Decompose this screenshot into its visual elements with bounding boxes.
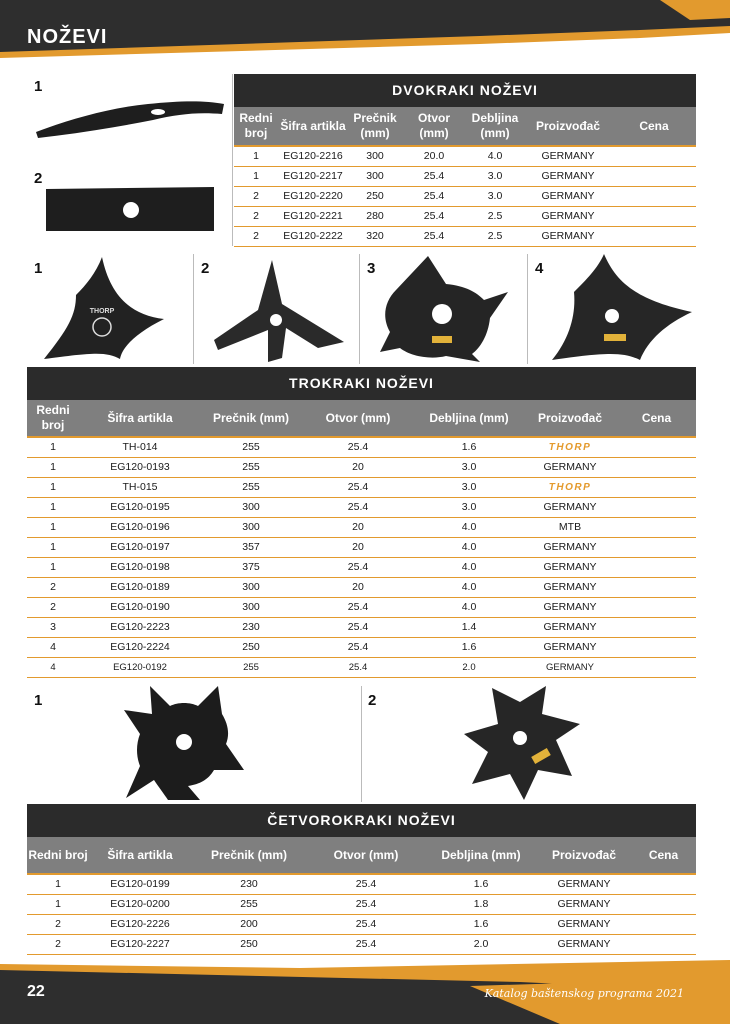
cell	[617, 437, 696, 457]
cell: MTB	[523, 517, 617, 537]
cetvorokraki-blade-image-1	[122, 684, 246, 802]
cell: EG120-2217	[278, 166, 348, 186]
cell	[631, 914, 696, 934]
cell: TH-015	[79, 477, 201, 497]
cell: 300	[201, 497, 301, 517]
col-precnik: Prečnik (mm)	[348, 107, 402, 146]
cell: EG120-2222	[278, 226, 348, 246]
cell	[617, 557, 696, 577]
cell: 25.4	[301, 437, 415, 457]
dvokraki-table	[234, 107, 696, 247]
cell: GERMANY	[523, 457, 617, 477]
trokraki-table	[27, 400, 696, 678]
divider	[361, 686, 362, 802]
col-proizvodjac: Proizvođač	[537, 837, 631, 874]
table-row	[27, 894, 696, 914]
page-number: 22	[27, 983, 45, 1000]
cell: EG120-0195	[79, 497, 201, 517]
trokraki-image-label-3: 3	[367, 260, 376, 277]
table-row	[27, 597, 696, 617]
dvokraki-image-label-1: 1	[34, 78, 43, 95]
trokraki-image-label-1: 1	[34, 260, 43, 277]
cell	[617, 477, 696, 497]
col-sifra: Šifra artikla	[79, 400, 201, 437]
cell: 2	[27, 577, 79, 597]
cell: 3.0	[415, 497, 523, 517]
cell: 250	[191, 934, 307, 954]
cell: 230	[201, 617, 301, 637]
trokraki-image-label-4: 4	[535, 260, 544, 277]
cell: 4	[27, 657, 79, 677]
cell: EG120-2227	[89, 934, 191, 954]
cell: 2	[27, 597, 79, 617]
cell: GERMANY	[523, 557, 617, 577]
cell: 2	[27, 914, 89, 934]
cell	[617, 657, 696, 677]
col-debljina: Debljina (mm)	[415, 400, 523, 437]
trokraki-blade-image-2	[210, 258, 350, 363]
cell: 1.6	[415, 637, 523, 657]
cell: 357	[201, 537, 301, 557]
dvokraki-title: DVOKRAKI NOŽEVI	[234, 74, 696, 107]
trokraki-title: TROKRAKI NOŽEVI	[27, 367, 696, 400]
cell	[617, 517, 696, 537]
cell: EG120-0189	[79, 577, 201, 597]
cell: EG120-2221	[278, 206, 348, 226]
catalog-name: Katalog baštenskog programa 2021	[484, 987, 684, 1000]
table-row	[234, 186, 696, 206]
cell: 1.4	[415, 617, 523, 637]
cell: 300	[201, 517, 301, 537]
cell	[612, 166, 696, 186]
cell: 25.4	[301, 477, 415, 497]
cell: 1	[234, 146, 278, 166]
cell: 1.6	[415, 437, 523, 457]
cell: 1.6	[425, 914, 537, 934]
cell: 25.4	[301, 557, 415, 577]
cetvorokraki-title: ČETVOROKRAKI NOŽEVI	[27, 804, 696, 837]
table-row	[234, 206, 696, 226]
page-title: NOŽEVI	[27, 26, 108, 48]
cell: GERMANY	[537, 894, 631, 914]
cell: 20	[301, 517, 415, 537]
cell: 3.0	[466, 166, 524, 186]
cell: 4.0	[415, 597, 523, 617]
cell: 4.0	[415, 577, 523, 597]
cell: 1	[27, 437, 79, 457]
cell: EG120-2226	[89, 914, 191, 934]
cell: 4.0	[415, 537, 523, 557]
col-sifra: Šifra artikla	[89, 837, 191, 874]
cell: 4	[27, 637, 79, 657]
cell: GERMANY	[524, 186, 612, 206]
cell: EG120-2223	[79, 617, 201, 637]
cell	[631, 874, 696, 894]
cell: 4.0	[466, 146, 524, 166]
cell	[612, 146, 696, 166]
cell: GERMANY	[523, 657, 617, 677]
cell: 3	[27, 617, 79, 637]
thorp-logo: THORP	[523, 437, 617, 457]
col-cena: Cena	[612, 107, 696, 146]
cell: 1	[27, 477, 79, 497]
cell: 2	[27, 934, 89, 954]
cell: 25.4	[301, 637, 415, 657]
table-row	[27, 517, 696, 537]
cell: 1	[234, 166, 278, 186]
cetvorokraki-blade-image-2	[462, 684, 586, 802]
cell: 4.0	[415, 517, 523, 537]
cell: 1.6	[425, 874, 537, 894]
cell: 2.5	[466, 206, 524, 226]
cetvorokraki-table	[27, 837, 696, 955]
dvokraki-blade-image-1	[28, 90, 228, 140]
dvokraki-blade-image-2	[44, 185, 216, 235]
thorp-logo: THORP	[523, 477, 617, 497]
cell	[617, 497, 696, 517]
cell: EG120-0193	[79, 457, 201, 477]
cell: 300	[201, 597, 301, 617]
cell: 255	[201, 657, 301, 677]
cell: EG120-0199	[89, 874, 191, 894]
cell	[617, 617, 696, 637]
cell: 25.4	[402, 186, 466, 206]
cell: 250	[348, 186, 402, 206]
col-proizvodjac: Proizvođač	[523, 400, 617, 437]
cell: EG120-2216	[278, 146, 348, 166]
cell: 25.4	[301, 617, 415, 637]
dvokraki-image-label-2: 2	[34, 170, 43, 187]
cell	[617, 577, 696, 597]
cell	[612, 186, 696, 206]
thorp-logo-mark: THORP	[89, 308, 115, 315]
cell: 2	[234, 226, 278, 246]
cell: 200	[191, 914, 307, 934]
cell: EG120-0197	[79, 537, 201, 557]
cell: GERMANY	[524, 206, 612, 226]
cell: EG120-0190	[79, 597, 201, 617]
cell: EG120-0196	[79, 517, 201, 537]
cell: 1.8	[425, 894, 537, 914]
divider	[527, 254, 528, 364]
cell: GERMANY	[537, 874, 631, 894]
table-row	[234, 166, 696, 186]
table-row	[234, 226, 696, 246]
cell: EG120-0200	[89, 894, 191, 914]
cell: EG120-0192	[79, 657, 201, 677]
cell: GERMANY	[524, 226, 612, 246]
cell	[617, 457, 696, 477]
col-precnik: Prečnik (mm)	[201, 400, 301, 437]
table-row	[27, 617, 696, 637]
table-row	[27, 457, 696, 477]
cell: 4.0	[415, 557, 523, 577]
cell: TH-014	[79, 437, 201, 457]
cell: 3.0	[466, 186, 524, 206]
col-sifra: Šifra artikla	[278, 107, 348, 146]
cell: 20	[301, 577, 415, 597]
cell: 250	[201, 637, 301, 657]
cell: 255	[201, 477, 301, 497]
cell	[631, 934, 696, 954]
cell: 280	[348, 206, 402, 226]
cell: 255	[201, 437, 301, 457]
table-row	[27, 934, 696, 954]
table-row	[27, 437, 696, 457]
cell	[617, 537, 696, 557]
cell: GERMANY	[537, 934, 631, 954]
page-footer	[0, 956, 730, 1024]
cell: 300	[201, 577, 301, 597]
cetvorokraki-image-label-2: 2	[368, 692, 377, 709]
cell: 1	[27, 894, 89, 914]
table-row	[27, 537, 696, 557]
cell: 25.4	[301, 497, 415, 517]
cell: 1	[27, 517, 79, 537]
cell: 3.0	[415, 477, 523, 497]
table-row	[27, 497, 696, 517]
page-header	[0, 0, 730, 70]
cell: 25.4	[307, 894, 425, 914]
trokraki-image-label-2: 2	[201, 260, 210, 277]
cell: 375	[201, 557, 301, 577]
col-proizvodjac: Proizvođač	[524, 107, 612, 146]
cell: 1	[27, 497, 79, 517]
trokraki-blade-image-1	[40, 255, 170, 363]
trokraki-blade-image-4	[546, 252, 694, 364]
cell: 20	[301, 537, 415, 557]
cell: GERMANY	[524, 166, 612, 186]
col-redni-broj: Redni broj	[27, 400, 79, 437]
cetvorokraki-image-label-1: 1	[34, 692, 43, 709]
cell	[612, 206, 696, 226]
cell: GERMANY	[523, 497, 617, 517]
cell: 3.0	[415, 457, 523, 477]
cell: GERMANY	[523, 597, 617, 617]
cell: EG120-2224	[79, 637, 201, 657]
cell: EG120-0198	[79, 557, 201, 577]
table-row	[27, 557, 696, 577]
cell: 25.4	[402, 206, 466, 226]
cell: 255	[201, 457, 301, 477]
divider	[232, 74, 233, 246]
cell: 25.4	[402, 226, 466, 246]
col-redni-broj: Redni broj	[234, 107, 278, 146]
cell: 2	[234, 206, 278, 226]
cell: 25.4	[307, 874, 425, 894]
cell: 2	[234, 186, 278, 206]
cell: 255	[191, 894, 307, 914]
cell: 2.0	[415, 657, 523, 677]
col-debljina: Debljina (mm)	[466, 107, 524, 146]
cell: EG120-2220	[278, 186, 348, 206]
table-row	[234, 146, 696, 166]
col-redni-broj: Redni broj	[27, 837, 89, 874]
col-cena: Cena	[631, 837, 696, 874]
cell: GERMANY	[523, 617, 617, 637]
cell: 2.5	[466, 226, 524, 246]
trokraki-blade-image-3	[376, 252, 516, 364]
cell	[631, 894, 696, 914]
cell: 1	[27, 557, 79, 577]
divider	[359, 254, 360, 364]
table-row	[27, 637, 696, 657]
cell: 25.4	[301, 657, 415, 677]
cell: GERMANY	[523, 537, 617, 557]
col-cena: Cena	[617, 400, 696, 437]
cell: 230	[191, 874, 307, 894]
divider	[193, 254, 194, 364]
cell: 1	[27, 874, 89, 894]
cell: 320	[348, 226, 402, 246]
cell: 25.4	[402, 166, 466, 186]
cell: 20.0	[402, 146, 466, 166]
cell	[617, 597, 696, 617]
table-row	[27, 477, 696, 497]
cell: GERMANY	[524, 146, 612, 166]
col-precnik: Prečnik (mm)	[191, 837, 307, 874]
col-otvor: Otvor (mm)	[402, 107, 466, 146]
cell: GERMANY	[523, 577, 617, 597]
cell: 25.4	[301, 597, 415, 617]
header-band	[0, 0, 730, 70]
cell	[617, 637, 696, 657]
cell: 20	[301, 457, 415, 477]
col-otvor: Otvor (mm)	[301, 400, 415, 437]
cell	[612, 226, 696, 246]
cell: 300	[348, 166, 402, 186]
table-row	[27, 657, 696, 677]
table-row	[27, 914, 696, 934]
cell: 1	[27, 457, 79, 477]
cell: GERMANY	[537, 914, 631, 934]
cell: 25.4	[307, 934, 425, 954]
table-row	[27, 874, 696, 894]
cell: 25.4	[307, 914, 425, 934]
col-otvor: Otvor (mm)	[307, 837, 425, 874]
cell: GERMANY	[523, 637, 617, 657]
cell: 300	[348, 146, 402, 166]
table-row	[27, 577, 696, 597]
cell: 1	[27, 537, 79, 557]
col-debljina: Debljina (mm)	[425, 837, 537, 874]
cell: 2.0	[425, 934, 537, 954]
